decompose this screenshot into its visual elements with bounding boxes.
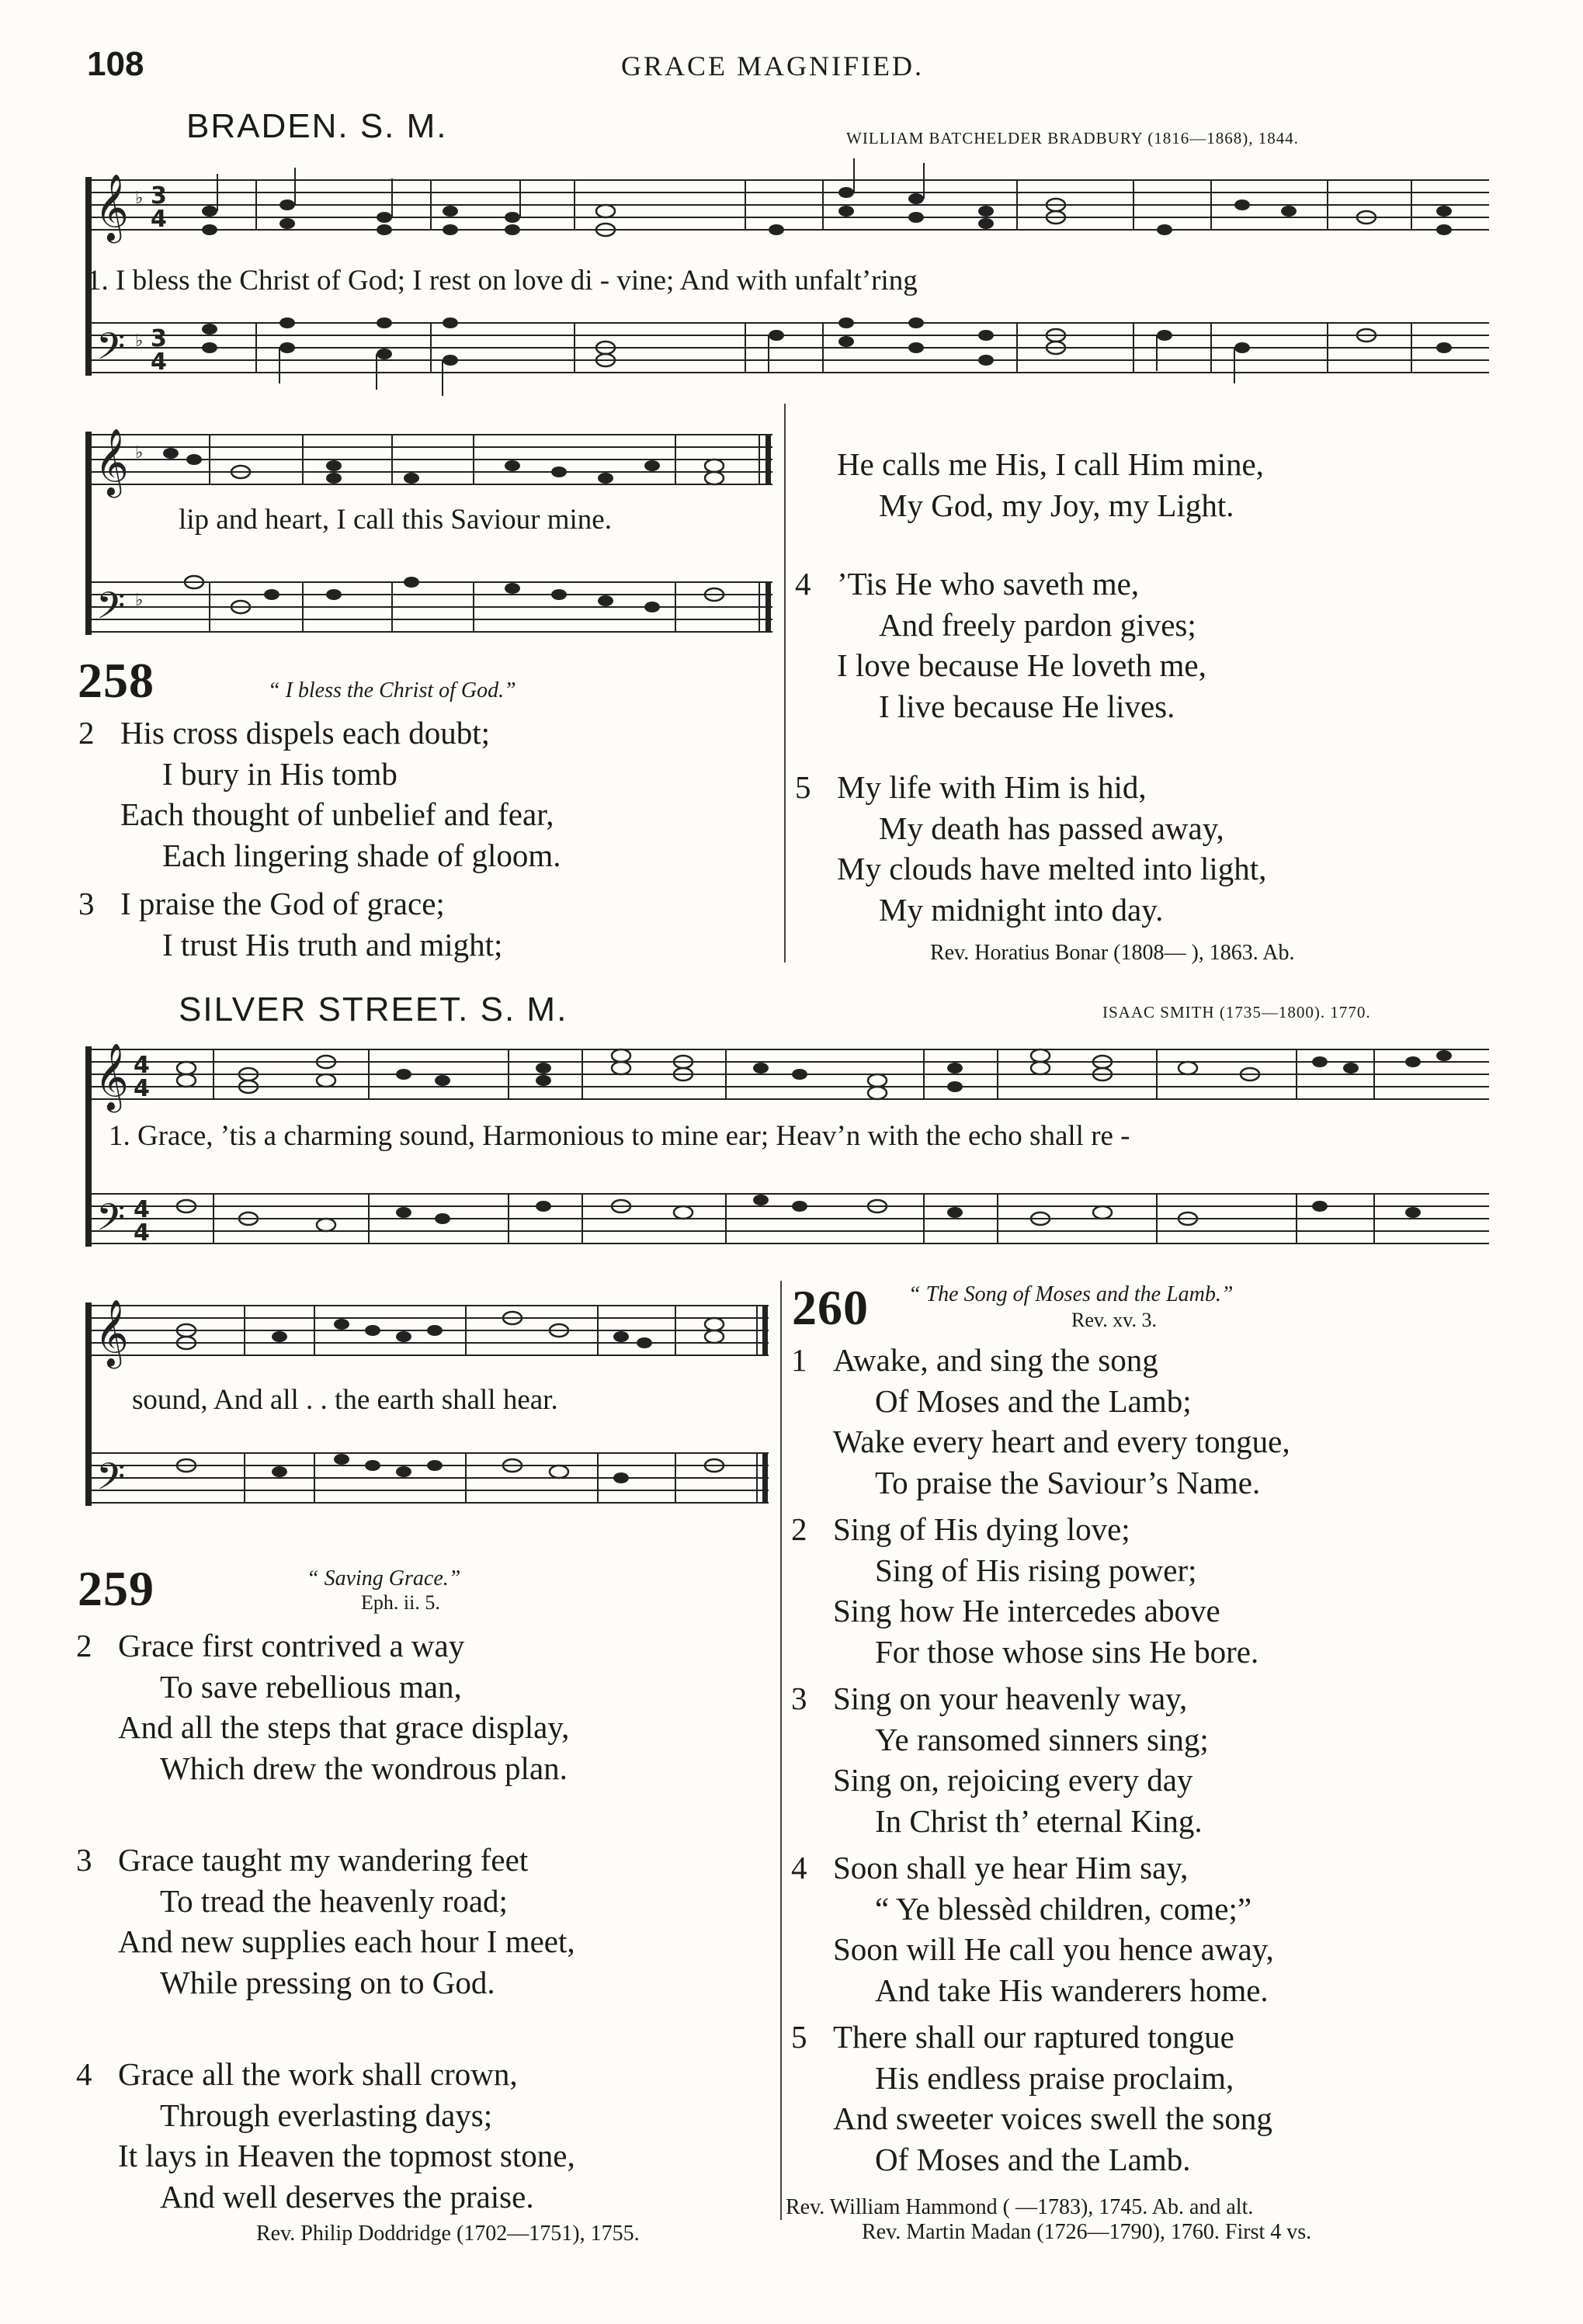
page-number: 108: [87, 45, 144, 83]
stanza-line: To praise the Saviour’s Name.: [875, 1464, 1261, 1500]
stanza-number: 2: [76, 1628, 92, 1663]
stanza-line: Through everlasting days;: [160, 2097, 493, 2133]
stanza-260-1: [791, 1340, 1290, 1503]
score-silver-street-1: [78, 1034, 1491, 1282]
stanza-line: Each thought of unbelief and fear,: [120, 796, 554, 832]
stanza-258-4: [795, 564, 1206, 727]
hymn-title-258: “ I bless the Christ of God.”: [268, 678, 516, 702]
svg-text:4: 4: [134, 1219, 150, 1247]
stanza-line: It lays in Heaven the topmost stone,: [118, 2138, 575, 2173]
svg-text:𝄞: 𝄞: [95, 428, 129, 495]
lyric-silver-street-verse-1: 1. Grace, ’tis a charming sound, Harmonious to mine ear; Heav’n with the echo shall re -: [109, 1120, 1130, 1152]
music-system-braden-1: [78, 163, 1491, 411]
stanza-line: Grace all the work shall crown,: [118, 2056, 518, 2092]
stanza-260-4: [791, 1847, 1274, 2010]
stanza-line: Sing on your heavenly way,: [833, 1681, 1188, 1716]
stanza-number: 2: [78, 715, 95, 751]
svg-text:♭: ♭: [135, 331, 144, 351]
stanza-line: In Christ th’ eternal King.: [875, 1802, 1203, 1839]
svg-text:♭: ♭: [135, 189, 144, 208]
lyric-braden-verse-1: 1. I bless the Christ of God; I rest on love di - vine; And with unfalt’ring: [87, 265, 918, 297]
stanza-line: And take His wanderers home.: [875, 1972, 1269, 2008]
stanza-line: There shall our raptured tongue: [833, 2019, 1234, 2055]
stanza-line: My death has passed away,: [879, 810, 1224, 846]
stanza-number: 3: [76, 1842, 92, 1878]
hymn-number-260: 260: [792, 1280, 869, 1335]
stanza-number: 1: [791, 1342, 807, 1378]
stanza-line: My clouds have melted into light,: [837, 851, 1267, 886]
svg-text:4: 4: [134, 1196, 150, 1223]
stanza-line: His cross dispels each doubt;: [120, 715, 490, 751]
svg-text:4: 4: [151, 206, 167, 233]
stanza-line: Sing of His dying love;: [833, 1511, 1130, 1547]
running-head: GRACE MAGNIFIED.: [621, 50, 924, 82]
stanza-line: ’Tis He who saveth me,: [837, 566, 1140, 602]
stanza-number: 4: [795, 566, 811, 602]
hymn-title-259: “ Saving Grace.”: [307, 1566, 461, 1590]
stanza-line: Grace taught my wandering feet: [118, 1842, 529, 1878]
stanza-259-2: [76, 1625, 570, 1788]
stanza-258-5: [795, 767, 1267, 930]
stanza-line: Of Moses and the Lamb.: [875, 2141, 1191, 2177]
stanza-number: 3: [791, 1681, 807, 1716]
svg-text:4: 4: [134, 1075, 150, 1102]
svg-text:3: 3: [151, 182, 167, 210]
hymn-reference-259: Eph. ii. 5.: [361, 1591, 440, 1614]
stanza-line: While pressing on to God.: [160, 1964, 495, 2000]
stanza-line: Sing how He intercedes above: [833, 1593, 1220, 1629]
stanza-number: 4: [791, 1850, 807, 1885]
stanza-line: He calls me His, I call Him mine,: [837, 446, 1264, 482]
stanza-line: Which drew the wondrous plan.: [160, 1750, 568, 1786]
svg-text:𝄞: 𝄞: [95, 1299, 129, 1366]
hymn-reference-260: Rev. xv. 3.: [1071, 1309, 1158, 1331]
stanza-line: His endless praise proclaim,: [875, 2059, 1234, 2096]
stanza-line: To tread the heavenly road;: [160, 1882, 508, 1919]
tune-name-braden: BRADEN. S. M.: [186, 107, 448, 145]
music-system-silver-street-1: [78, 1034, 1491, 1282]
stanza-number: 5: [791, 2019, 807, 2055]
stanza-number: 5: [795, 769, 811, 805]
stanza-line: I praise the God of grace;: [120, 886, 445, 921]
stanza-260-5: [791, 2017, 1272, 2180]
stanza-line: My life with Him is hid,: [837, 769, 1147, 805]
attribution-258: Rev. Horatius Bonar (1808— ), 1863. Ab.: [930, 941, 1295, 965]
svg-text:♭: ♭: [135, 443, 144, 463]
stanza-line: I live because He lives.: [879, 688, 1175, 724]
stanza-260-2: [791, 1509, 1259, 1672]
music-system-braden-2: [78, 418, 780, 650]
lyric-braden-verse-1-cont: lip and heart, I call this Saviour mine.: [179, 504, 612, 536]
stanza-line: Of Moses and the Lamb;: [875, 1382, 1192, 1419]
hymn-number-259: 259: [78, 1561, 154, 1616]
stanza-line: Soon will He call you hence away,: [833, 1931, 1274, 1967]
svg-text:𝄢: 𝄢: [96, 1455, 126, 1507]
svg-text:3: 3: [151, 325, 167, 352]
column-rule-lower: [780, 1281, 782, 2220]
stanza-line: And freely pardon gives;: [879, 606, 1196, 643]
stanza-line: Wake every heart and every tongue,: [833, 1424, 1290, 1459]
stanza-line: I bury in His tomb: [162, 755, 397, 792]
stanza-line: I trust His truth and might;: [162, 926, 503, 963]
svg-text:𝄢: 𝄢: [96, 584, 126, 636]
stanza-258-3a: [78, 883, 503, 965]
stanza-line: Awake, and sing the song: [833, 1342, 1158, 1378]
stanza-line: And sweeter voices swell the song: [833, 2100, 1272, 2136]
svg-text:𝄞: 𝄞: [95, 1043, 129, 1110]
stanza-line: My midnight into day.: [879, 891, 1164, 928]
stanza-line: And all the steps that grace display,: [118, 1709, 570, 1745]
stanza-line: My God, my Joy, my Light.: [879, 487, 1234, 523]
attribution-259: Rev. Philip Doddridge (1702—1751), 1755.: [256, 2222, 640, 2246]
stanza-259-4: [76, 2054, 575, 2217]
stanza-line: “ Ye blessèd children, come;”: [875, 1890, 1252, 1927]
composer-braden: WILLIAM BATCHELDER BRADBURY (1816—1868), 1844.: [846, 129, 1300, 147]
stanza-258-2: [78, 713, 561, 876]
attribution-260-madan: Rev. Martin Madan (1726—1790), 1760. First 4 vs.: [862, 2220, 1312, 2244]
hymn-title-260: “ The Song of Moses and the Lamb.”: [908, 1282, 1234, 1306]
stanza-line: Sing on, rejoicing every day: [833, 1762, 1193, 1798]
stanza-line: For those whose sins He bore.: [875, 1633, 1259, 1670]
stanza-260-3: [791, 1678, 1209, 1841]
music-system-silver-street-2: [78, 1289, 780, 1537]
tune-name-silver-street: SILVER STREET. S. M.: [179, 990, 568, 1028]
column-rule-upper: [784, 404, 786, 963]
svg-text:𝄞: 𝄞: [95, 174, 129, 241]
composer-silver-street: ISAAC SMITH (1735—1800). 1770.: [1102, 1003, 1371, 1022]
svg-text:𝄢: 𝄢: [96, 324, 126, 377]
attribution-260-hammond: Rev. William Hammond ( —1783), 1745. Ab. and alt.: [786, 2195, 1254, 2219]
svg-text:4: 4: [151, 349, 167, 376]
stanza-line: I love because He loveth me,: [837, 647, 1206, 683]
stanza-line: And new supplies each hour I meet,: [118, 1923, 575, 1959]
stanza-259-3: [76, 1840, 575, 2003]
svg-text:4: 4: [134, 1052, 150, 1079]
stanza-line: Sing of His rising power;: [875, 1552, 1197, 1588]
stanza-number: 4: [76, 2056, 92, 2092]
stanza-line: And well deserves the praise.: [160, 2178, 534, 2215]
stanza-258-3b: [837, 444, 1264, 526]
hymn-number-258: 258: [78, 653, 154, 708]
svg-text:𝄢: 𝄢: [96, 1195, 126, 1248]
stanza-number: 3: [78, 886, 95, 921]
svg-text:♭: ♭: [135, 591, 144, 610]
stanza-number: 2: [791, 1511, 807, 1547]
stanza-line: To save rebellious man,: [160, 1668, 462, 1705]
lyric-silver-street-verse-1-cont: sound, And all . . the earth shall hear.: [132, 1384, 558, 1416]
stanza-line: Ye ransomed sinners sing;: [875, 1721, 1209, 1757]
stanza-line: Each lingering shade of gloom.: [162, 837, 561, 873]
stanza-line: Grace first contrived a way: [118, 1628, 465, 1663]
stanza-line: Soon shall ye hear Him say,: [833, 1850, 1189, 1885]
